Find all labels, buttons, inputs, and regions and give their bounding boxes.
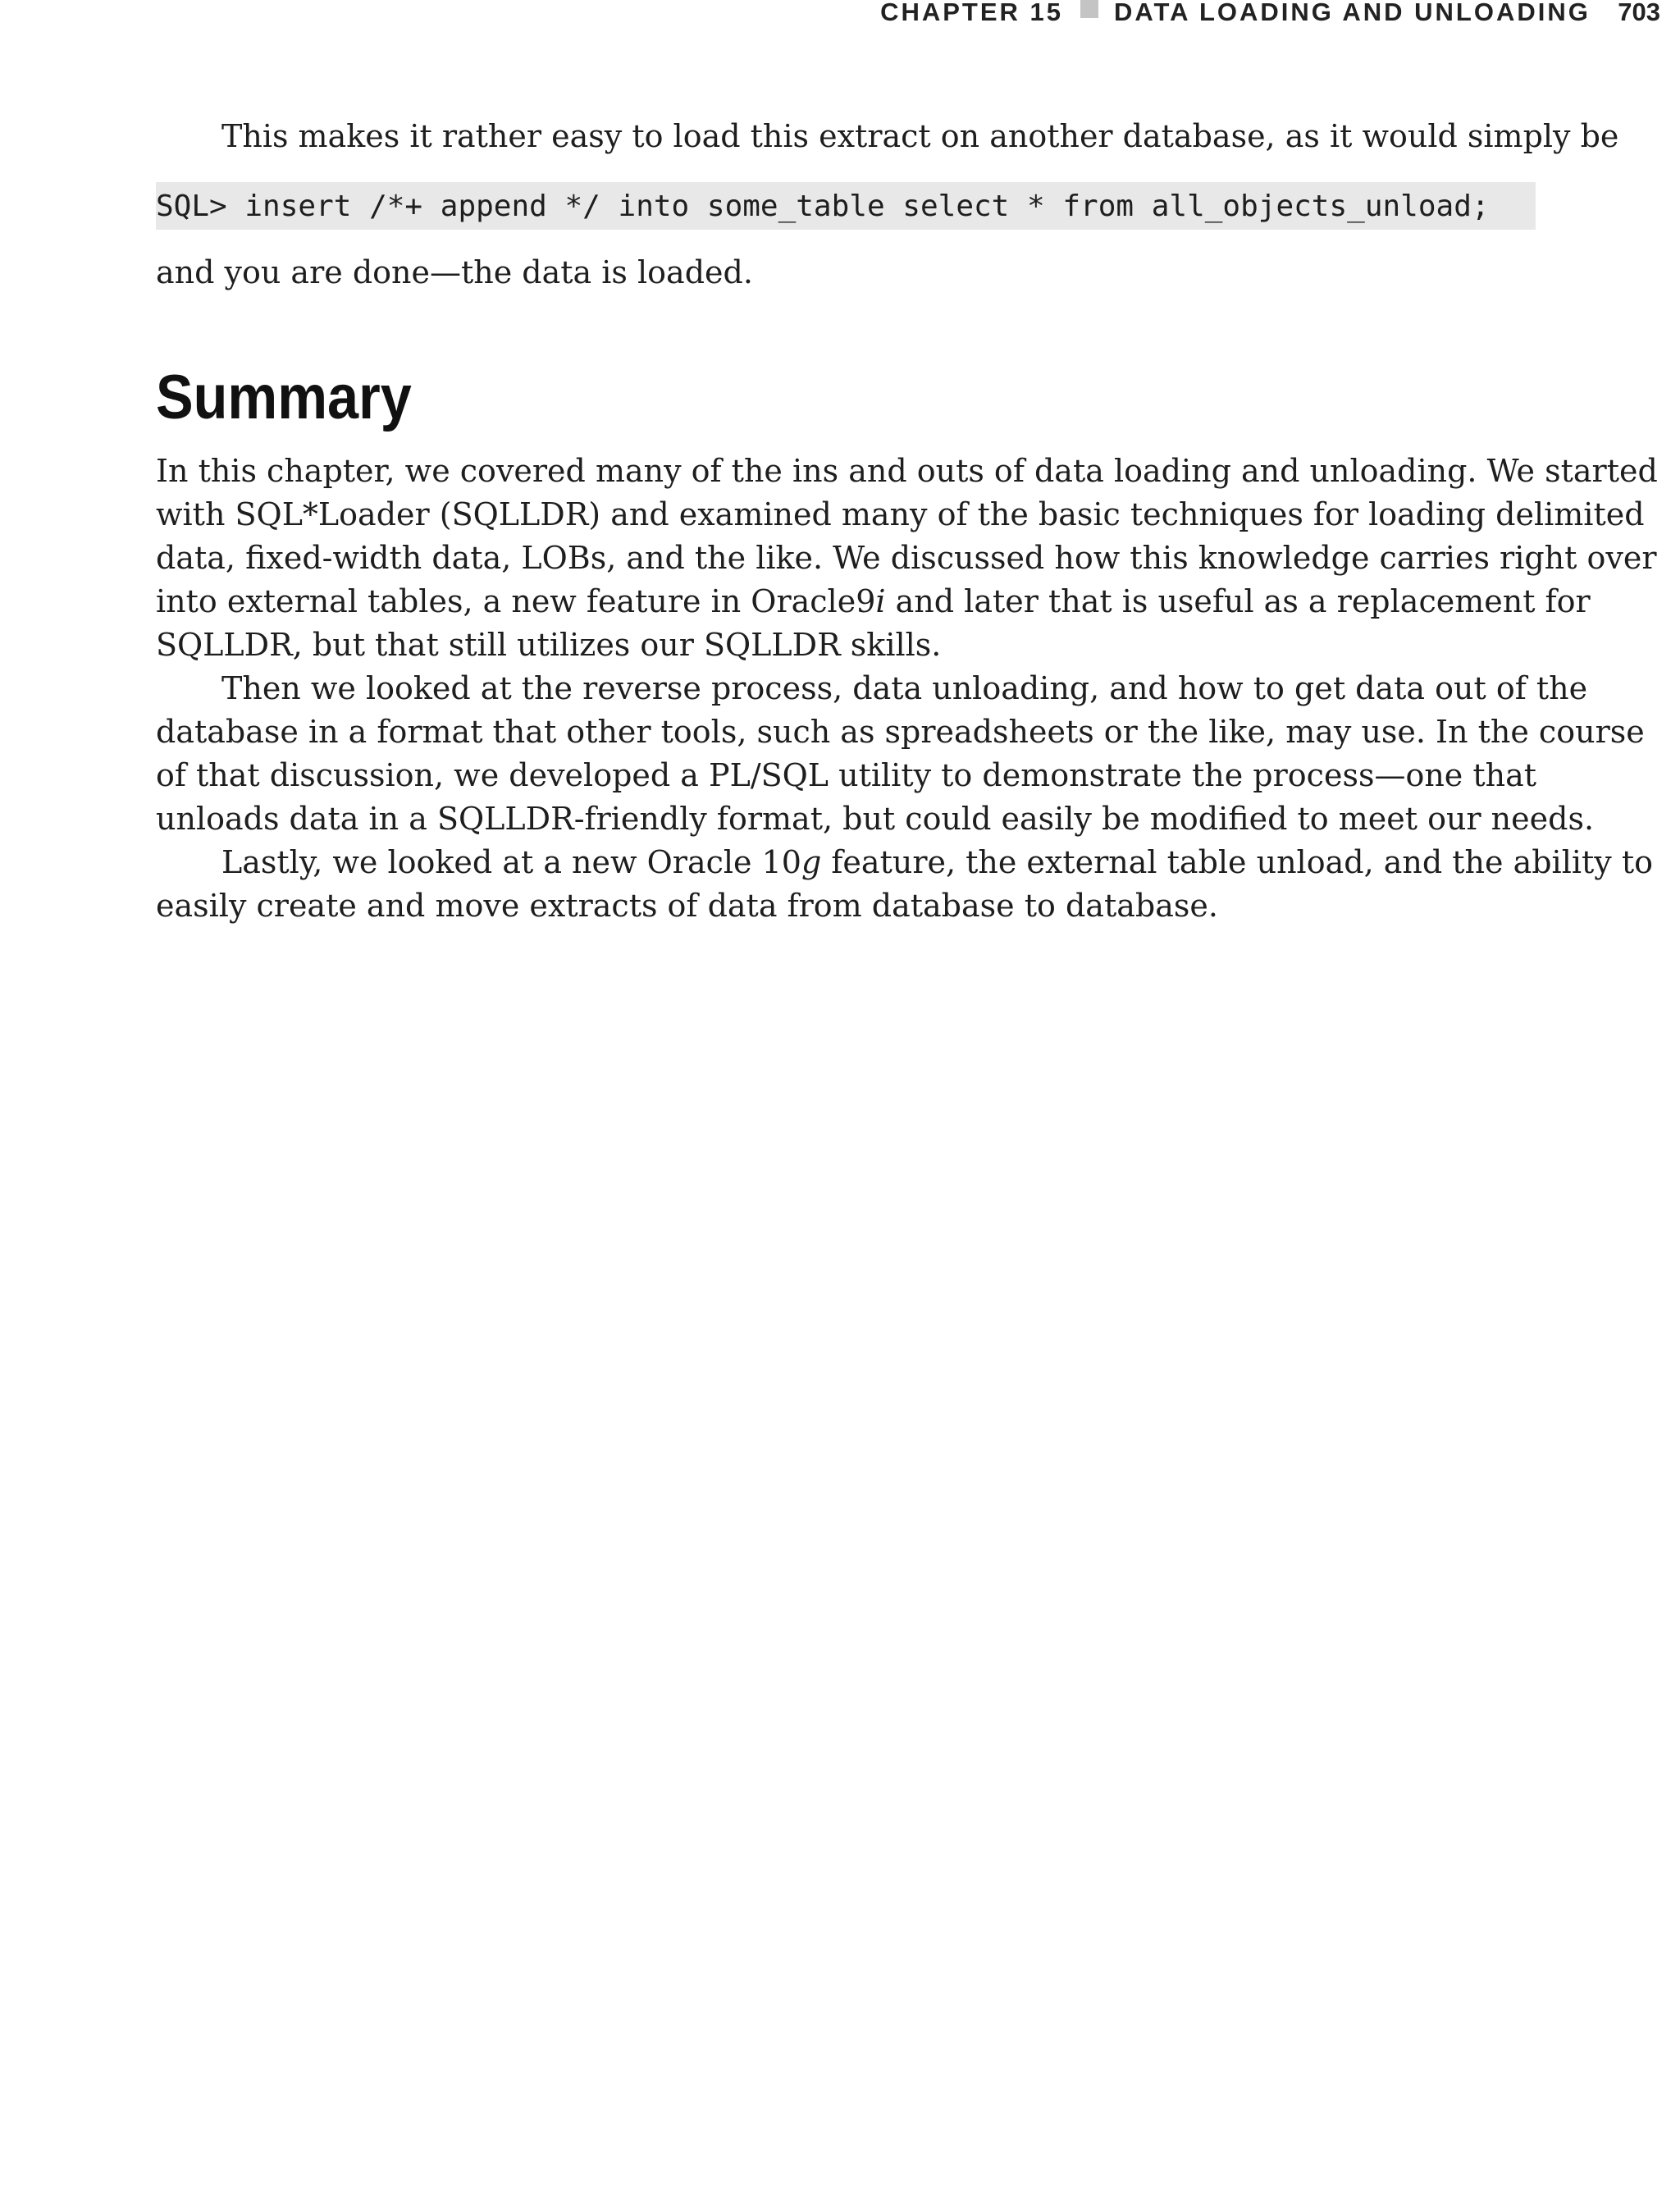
summary-text: into external tables, a new feature in Oracle9 [156,583,876,619]
summary-line: Then we looked at the reverse process, data unloading, and how to get data out of the [221,670,1588,706]
summary-text: Lastly, we looked at a new Oracle 10 [221,844,801,880]
separator-square-icon [1080,0,1098,18]
section-heading: Summary [156,363,412,432]
chapter-label: CHAPTER 15 [880,0,1063,26]
summary-line: unloads data in a SQLLDR-friendly format, but could easily be modified to meet our needs. [156,801,1595,837]
after-code-paragraph: and you are done—the data is loaded. [156,254,753,290]
summary-section [156,450,1658,928]
summary-line: SQLLDR, but that still utilizes our SQLLDR skills. [156,627,942,663]
summary-line: data, fixed-width data, LOBs, and the like. We discussed how this knowledge carries right over [156,540,1657,576]
summary-line: In this chapter, we covered many of the ins and outs of data loading and unloading. We started [156,453,1658,489]
summary-line: easily create and move extracts of data from database to database. [156,888,1218,924]
summary-line: database in a format that other tools, such as spreadsheets or the like, may use. In the course [156,714,1645,750]
chapter-title: DATA LOADING AND UNLOADING [1114,0,1591,26]
summary-text: feature, the external table unload, and the ability to [821,844,1653,880]
running-head [0,0,1680,30]
summary-line [156,841,1653,884]
version-suffix: g [801,844,822,880]
intro-paragraph: This makes it rather easy to load this extract on another database, as it would simply be [221,118,1619,154]
code-line: SQL> insert /*+ append */ into some_table select * from all_objects_unload; [156,190,1490,223]
version-suffix: i [875,583,886,619]
page-number: 703 [1618,0,1660,26]
summary-text: and later that is useful as a replacement for [885,583,1591,619]
summary-line: with SQL*Loader (SQLLDR) and examined many of the basic techniques for loading delimited [156,496,1645,532]
code-block [156,182,1536,230]
summary-line [156,580,1591,623]
summary-line: of that discussion, we developed a PL/SQL utility to demonstrate the process—one that [156,757,1537,793]
